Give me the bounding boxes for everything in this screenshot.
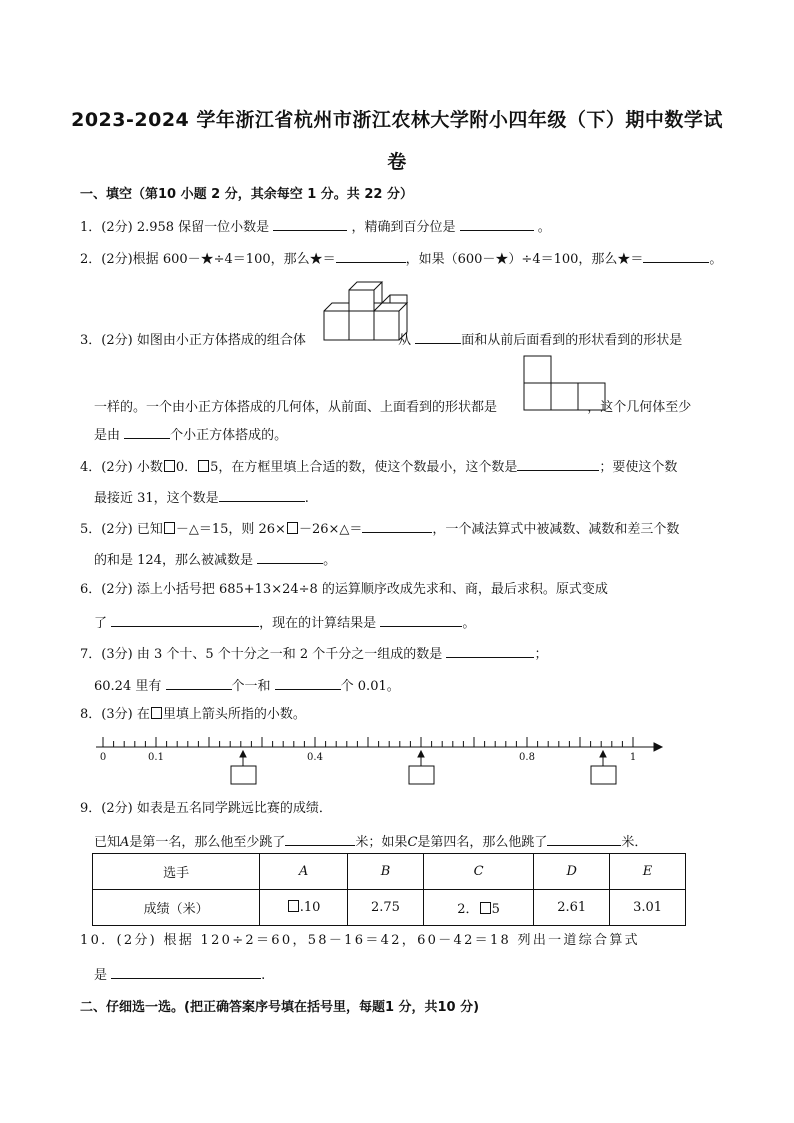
digit-box xyxy=(480,902,491,914)
front-top-view-figure xyxy=(523,354,607,412)
question-6-line2 xyxy=(94,612,475,633)
table-row xyxy=(93,890,686,926)
q7-blank-2[interactable] xyxy=(166,675,232,690)
q5-text-e: 的和是 124，那么被减数是 xyxy=(94,553,253,568)
q2-blank-1[interactable] xyxy=(336,248,406,263)
question-9-line1 xyxy=(80,800,332,818)
question-2 xyxy=(80,248,722,269)
q9-text-b3: 是第一名，那么他至少跳了 xyxy=(129,835,286,850)
q6-blank-2[interactable] xyxy=(380,612,462,627)
score-a-suffix: .10 xyxy=(299,900,321,915)
q4-text-f: . xyxy=(304,491,309,506)
q10-text-c: . xyxy=(261,968,266,983)
q1-text-a: 1．(2分) 2.958 保留一位小数是 xyxy=(80,220,270,235)
cube-top-lid xyxy=(349,282,382,290)
question-1 xyxy=(80,216,551,237)
header-cell: A xyxy=(260,854,348,890)
q4-text-b: 0． xyxy=(175,460,198,475)
square-box xyxy=(287,522,298,534)
q3-text-f: 是由 xyxy=(94,428,121,443)
q6-text-b: 了 xyxy=(94,616,108,631)
q4-text-a: 4．(2分) 小数 xyxy=(80,460,163,475)
q2-blank-2[interactable] xyxy=(643,248,709,263)
q1-text-c: 。 xyxy=(537,220,551,235)
question-4-line1 xyxy=(80,456,677,477)
header-cell: 选手 xyxy=(93,854,260,890)
q3-text-e: ，这个几何体至少 xyxy=(587,400,692,415)
tick-label-1: 1 xyxy=(629,752,637,763)
q3-blank-1[interactable] xyxy=(415,329,461,344)
q10-text-a: 10．(2分) 根据 120÷2＝60，58－16＝42，60－42＝18 列出一道综合算式 xyxy=(80,933,640,948)
score-cell-c xyxy=(423,890,533,926)
q4-text-c: 5，在方框里填上合适的数，使这个数最小，这个数是 xyxy=(210,460,518,475)
number-line xyxy=(92,733,664,789)
q10-text-b: 是 xyxy=(94,968,108,983)
q2-text-b: ，如果（600－★）÷4＝100，那么★＝ xyxy=(405,252,644,267)
q3-text-d: 一样的。一个由小正方体搭成的几何体，从前面、上面看到的形状都是 xyxy=(94,400,498,415)
question-5-line2 xyxy=(94,549,336,570)
q7-text-a: 7．(3分) 由 3 个十、5 个十分之一和 2 个千分之一组成的数是 xyxy=(80,647,443,662)
tick-label-0.4: 0.4 xyxy=(307,752,323,763)
q5-blank-2[interactable] xyxy=(257,549,323,564)
q9-text-b6: 是第四名，那么他跳了 xyxy=(417,835,548,850)
q1-text-b: ，精确到百分位是 xyxy=(351,220,456,235)
q9-text-b5: C xyxy=(407,835,418,850)
cube-top-front xyxy=(349,290,374,311)
row-label-cell: 成绩（米） xyxy=(93,890,260,926)
score-cell-b: 2.75 xyxy=(348,890,424,926)
question-9-line2 xyxy=(94,831,647,852)
q7-text-e: 个 0.01。 xyxy=(340,679,400,694)
section2-heading: 二、仔细选一选。(把正确答案序号填在括号里，每题1 分，共10 分) xyxy=(80,1000,480,1015)
header-cell: E xyxy=(610,854,686,890)
q7-text-b: ； xyxy=(534,647,548,662)
q1-blank-2[interactable] xyxy=(460,216,534,231)
answer-box-2[interactable] xyxy=(409,766,434,784)
q5-blank-1[interactable] xyxy=(362,518,432,533)
q8-text-a: 8．(3分) 在 xyxy=(80,707,150,722)
number-line-arrowhead xyxy=(654,743,662,751)
question-8 xyxy=(80,706,306,724)
question-5-line1 xyxy=(80,518,679,539)
q9-blank-2[interactable] xyxy=(547,831,621,846)
q2-text-a: 2．(2分)根据 600－★÷4＝100，那么★＝ xyxy=(80,252,336,267)
q7-blank-3[interactable] xyxy=(275,675,341,690)
question-10-line2 xyxy=(94,964,265,985)
header-cell: C xyxy=(423,854,533,890)
section1-heading: 一、填空（第10 小题 2 分，其余每空 1 分。共 22 分） xyxy=(80,187,413,202)
q3-text-b: 从 xyxy=(398,333,412,348)
question-4-line2 xyxy=(94,487,309,508)
q3-text-c: 面和从前后面看到的形状看到的形状是 xyxy=(461,333,683,348)
q7-text-d: 个一和 xyxy=(231,679,271,694)
number-line-ticks xyxy=(103,737,633,747)
question-6-line1 xyxy=(80,581,608,599)
square-box xyxy=(164,522,175,534)
question-7-line2 xyxy=(94,675,400,696)
q9-text-a: 9．(2分) 如表是五名同学跳远比赛的成绩． xyxy=(80,801,332,816)
score-cell-a xyxy=(260,890,348,926)
question-3-line3 xyxy=(94,424,287,445)
q6-text-d: 。 xyxy=(462,616,476,631)
q3-text-g: 个小正方体搭成的。 xyxy=(170,428,288,443)
tick-label-0.8: 0.8 xyxy=(519,752,535,763)
q9-blank-1[interactable] xyxy=(285,831,355,846)
answer-box-symbol xyxy=(151,707,162,719)
score-c-suffix: 5 xyxy=(491,902,500,917)
q8-text-b: 里填上箭头所指的小数。 xyxy=(162,707,306,722)
cube-assembly-figure xyxy=(322,278,410,344)
q10-blank-1[interactable] xyxy=(111,964,261,979)
q5-text-a: 5．(2分) 已知 xyxy=(80,522,163,537)
cube-bottom-row xyxy=(324,311,399,340)
header-cell: B xyxy=(348,854,424,890)
q4-blank-2[interactable] xyxy=(219,487,305,502)
q4-text-e: 最接近 31，这个数是 xyxy=(94,491,219,506)
q5-text-d: ，一个减法算式中被减数、减数和差三个数 xyxy=(432,522,680,537)
q1-blank-1[interactable] xyxy=(273,216,347,231)
digit-box xyxy=(198,460,209,472)
q7-text-c: 60.24 里有 xyxy=(94,679,162,694)
digit-box xyxy=(288,900,299,912)
question-10-line1 xyxy=(80,932,640,950)
q4-text-d: ；要使这个数 xyxy=(599,460,678,475)
q9-text-b2: A xyxy=(120,835,130,850)
q6-text-a: 6．(2分) 添上小括号把 685+13×24÷8 的运算顺序改成先求和、商，最后求积。原式变成 xyxy=(80,582,608,597)
q2-text-c: 。 xyxy=(709,252,723,267)
q9-text-b7: 米． xyxy=(621,835,648,850)
score-c-prefix: 2． xyxy=(457,902,479,917)
tick-label-0.1: 0.1 xyxy=(148,752,164,763)
answer-box-1[interactable] xyxy=(231,766,256,784)
score-cell-d: 2.61 xyxy=(534,890,610,926)
q9-text-b4: 米；如果 xyxy=(355,835,408,850)
q5-text-f: 。 xyxy=(323,553,337,568)
q4-blank-1[interactable] xyxy=(517,456,599,471)
question-7-line1 xyxy=(80,643,547,664)
exam-title-line1: 2023-2024 学年浙江省杭州市浙江农林大学附小四年级（下）期中数学试 xyxy=(71,109,723,131)
q5-text-c: －26×△＝ xyxy=(298,522,363,537)
q6-blank-1[interactable] xyxy=(111,612,259,627)
q9-text-b1: 已知 xyxy=(94,835,121,850)
q3-blank-2[interactable] xyxy=(124,424,170,439)
exam-title-line2: 卷 xyxy=(387,151,407,173)
digit-box xyxy=(164,460,175,472)
long-jump-results-table xyxy=(92,853,686,926)
q3-text-a: 3．(2分) 如图由小正方体搭成的组合体 xyxy=(80,333,306,348)
score-cell-e: 3.01 xyxy=(610,890,686,926)
answer-box-3[interactable] xyxy=(591,766,616,784)
tick-label-0: 0 xyxy=(99,752,107,763)
table-header-row xyxy=(93,854,686,890)
q6-text-c: ，现在的计算结果是 xyxy=(259,616,377,631)
q7-blank-1[interactable] xyxy=(446,643,534,658)
q5-text-b: －△＝15，则 26× xyxy=(175,522,286,537)
header-cell: D xyxy=(534,854,610,890)
